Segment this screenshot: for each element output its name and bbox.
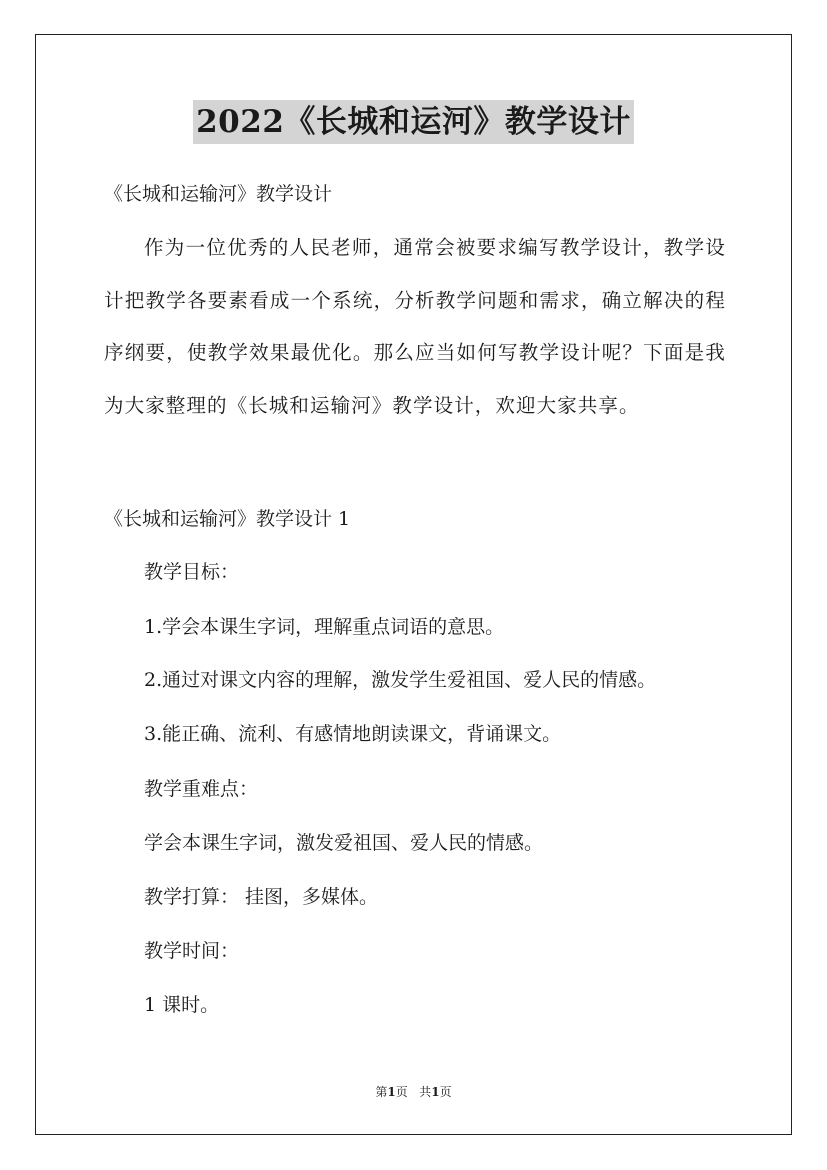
goal-item-1: 1.学会本课生字词，理解重点词语的意思。 <box>144 616 505 638</box>
page-footer <box>0 1084 827 1100</box>
footer-total-suffix: 页 <box>439 1085 452 1099</box>
document-title: 2022《长城和运河》教学设计 <box>193 100 634 144</box>
time-text: 1 课时。 <box>144 994 220 1016</box>
goals-label: 教学目标： <box>144 561 240 583</box>
document-subtitle: 《长城和运输河》教学设计 <box>104 183 333 205</box>
key-points-text: 学会本课生字词，激发爱祖国、爱人民的情感。 <box>144 832 544 854</box>
footer-page-number: 1 <box>387 1085 396 1099</box>
footer-page-suffix: 页 <box>395 1085 408 1099</box>
goal-item-2: 2.通过对课文内容的理解，激发学生爱祖国、爱人民的情感。 <box>144 669 657 691</box>
footer-total-number: 1 <box>431 1085 440 1099</box>
intro-paragraph: 作为一位优秀的人民老师，通常会被要求编写教学设计，教学设计把教学各要素看成一个系统，分析教学问题和需求，确立解决的程序纲要，使教学效果最优化。那么应当如何写教学设计呢？下面是我为大家整理的《长城和运输河》教学设计，欢迎大家共享。 <box>104 236 726 418</box>
teaching-prep: 教学打算： 挂图，多媒体。 <box>144 886 379 908</box>
key-points-label: 教学重难点： <box>144 778 259 800</box>
goal-item-3: 3.能正确、流利、有感情地朗读课文，背诵课文。 <box>144 723 562 745</box>
title-wrap <box>0 100 827 144</box>
section-heading: 《长城和运输河》教学设计 1 <box>104 508 351 530</box>
time-label: 教学时间： <box>144 940 240 962</box>
footer-page-prefix: 第 <box>375 1085 388 1099</box>
footer-total-prefix: 共 <box>419 1085 432 1099</box>
